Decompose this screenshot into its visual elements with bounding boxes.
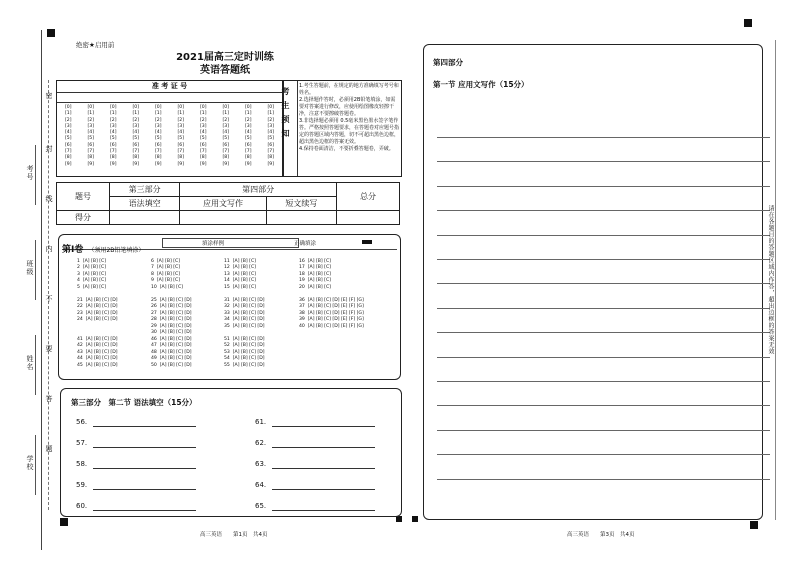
mcq-question-row[interactable]: 16 [A] [B] [C] (299, 259, 331, 264)
ticket-number-box (56, 80, 283, 177)
ticket-digit-bubble[interactable]: [0] (267, 105, 274, 110)
ticket-digit-bubble[interactable]: [7] (87, 149, 94, 155)
ticket-digit-bubble[interactable]: [0] (154, 105, 162, 110)
notice-item: 4.保持卷面清洁，不要折叠答题卷，弄破。 (299, 146, 394, 152)
ticket-digit-bubble[interactable]: [2] (64, 117, 72, 123)
mcq-question-row[interactable]: 54 [A] [B] [C] [D] (224, 356, 265, 362)
right-footer: 高三英语 第3页 共4页 (567, 532, 635, 538)
mcq-question-row[interactable]: 24 [A] [B] [C] [D] (77, 317, 118, 323)
ticket-digit-bubble[interactable]: [3] (154, 123, 162, 129)
ticket-digit-bubble[interactable]: [6] (267, 142, 274, 148)
ticket-digit-bubble[interactable]: [3] (132, 123, 139, 129)
ticket-digit-bubble[interactable]: [0] (199, 105, 207, 110)
part1-title: 第Ⅰ卷 (62, 245, 84, 255)
mcq-question-row[interactable]: 45 [A] [B] [C] [D] (77, 362, 118, 368)
side-field-line (35, 335, 36, 395)
ticket-digit-bubble[interactable]: [4] (222, 130, 229, 136)
mcq-question-row[interactable]: 53 [A] [B] [C] [D] (224, 349, 265, 355)
ticket-digit-bubble[interactable]: [5] (244, 136, 252, 142)
mcq-question-row[interactable]: 23 [A] [B] [C] [D] (77, 310, 118, 316)
ticket-digit-bubble[interactable]: [0] (177, 105, 184, 110)
score-cell[interactable] (180, 211, 266, 225)
ticket-digit-bubble[interactable]: [8] (154, 155, 162, 161)
score-col-header: 题号 (57, 183, 110, 211)
mcq-question-row[interactable]: 48 [A] [B] [C] [D] (151, 349, 192, 355)
ticket-digit-bubble[interactable]: [9] (267, 161, 274, 167)
mcq-group (151, 337, 192, 369)
mcq-question-row[interactable]: 3 [A] [B] [C] (77, 271, 107, 277)
registration-mark (412, 516, 418, 522)
blank-number: 56. (76, 418, 88, 426)
side-label-exam-no: 考号 (26, 165, 34, 181)
ticket-digit-bubble[interactable]: [8] (87, 155, 94, 161)
score-cell[interactable] (337, 211, 400, 225)
blank-number: 61. (255, 418, 267, 426)
ticket-digit-bubble[interactable]: [3] (267, 123, 274, 129)
ticket-digit-bubble[interactable]: [3] (177, 123, 184, 129)
left-footer: 高三英语 第1页 共4页 (200, 532, 268, 538)
ticket-digit-bubble[interactable]: [7] (154, 149, 162, 155)
ticket-digit-bubble[interactable]: [0] (132, 105, 139, 110)
mcq-question-row[interactable]: 43 [A] [B] [C] [D] (77, 349, 118, 355)
ticket-digit-bubble[interactable]: [2] (267, 117, 274, 123)
ticket-write-row (57, 93, 282, 103)
ticket-digit-bubble[interactable]: [1] (154, 111, 162, 117)
ticket-digit-bubble[interactable]: [9] (87, 161, 94, 167)
side-field-line (35, 435, 36, 495)
side-label-class: 班级 (26, 260, 34, 276)
ticket-digit-bubble[interactable]: [8] (64, 155, 72, 161)
mcq-question-row[interactable]: 47 [A] [B] [C] [D] (151, 343, 192, 349)
ticket-digit-bubble[interactable]: [8] (222, 155, 229, 161)
seal-char: 答 (45, 395, 53, 403)
ticket-digit-bubble[interactable]: [4] (154, 130, 162, 136)
ticket-digit-bubble[interactable]: [6] (244, 142, 252, 148)
ticket-digit-bubble[interactable]: [5] (199, 136, 207, 142)
ticket-digit-bubble[interactable]: [6] (64, 142, 72, 148)
ticket-digit-bubble[interactable]: [4] (199, 130, 207, 136)
ticket-digit-bubble[interactable]: [0] (109, 105, 117, 110)
ticket-digit-bubble[interactable]: [3] (64, 123, 72, 129)
ticket-digit-bubble[interactable]: [2] (109, 117, 117, 123)
ticket-digit-bubble[interactable]: [1] (64, 111, 72, 117)
mcq-group (224, 337, 265, 369)
seal-char: 要 (45, 345, 53, 353)
ticket-digit-grid (57, 103, 282, 168)
part1-note: （须用2B铅笔填涂） (88, 247, 145, 254)
side-field-line (35, 240, 36, 300)
mcq-question-row[interactable]: 1 [A] [B] [C] (77, 259, 107, 264)
ticket-label: 准 考 证 号 (57, 81, 282, 93)
writing-line[interactable] (437, 161, 770, 162)
mcq-question-row[interactable]: 52 [A] [B] [C] [D] (224, 343, 265, 349)
registration-mark (744, 19, 752, 27)
mcq-question-row[interactable]: 46 [A] [B] [C] [D] (151, 337, 192, 342)
mcq-question-row[interactable]: 42 [A] [B] [C] [D] (77, 343, 118, 349)
binding-line (41, 30, 42, 550)
mcq-question-row[interactable]: 26 [A] [B] [C] [D] (151, 304, 192, 310)
ticket-digit-bubble[interactable]: [5] (154, 136, 162, 142)
writing-line[interactable] (437, 479, 770, 480)
mcq-question-row[interactable]: 28 [A] [B] [C] [D] (151, 317, 192, 323)
ticket-digit-bubble[interactable]: [3] (109, 123, 117, 129)
mcq-group (77, 259, 106, 291)
ticket-digit-bubble[interactable]: [6] (199, 142, 207, 148)
score-sub-header: 应用文写作 (180, 197, 266, 211)
writing-line[interactable] (437, 405, 770, 406)
mcq-group (224, 259, 256, 291)
mcq-question-row[interactable]: 44 [A] [B] [C] [D] (77, 356, 118, 362)
ticket-digit-bubble[interactable]: [6] (109, 142, 117, 148)
writing-box (423, 44, 763, 520)
ticket-digit-bubble[interactable]: [9] (154, 161, 162, 167)
blank-number: 64. (255, 481, 267, 489)
ticket-digit-bubble[interactable]: [7] (132, 149, 139, 155)
confidential-label: 绝密★启用前 (76, 41, 115, 49)
side-label-name: 姓名 (26, 355, 34, 371)
ticket-digit-bubble[interactable]: [2] (199, 117, 207, 123)
writing-line[interactable] (437, 332, 770, 333)
mcq-question-row[interactable]: 22 [A] [B] [C] [D] (77, 304, 118, 310)
page-edge (775, 40, 776, 520)
ticket-digit-bubble[interactable]: [3] (87, 123, 94, 129)
mcq-question-row[interactable]: 40 [A] [B] [C] [D] [E] [F] [G] (299, 323, 364, 329)
mcq-group (299, 298, 364, 330)
ticket-digit-bubble[interactable]: [5] (87, 136, 94, 142)
blank-answer-line[interactable] (272, 489, 375, 490)
ticket-digit-bubble[interactable]: [9] (244, 161, 252, 167)
mcq-question-row[interactable]: 17 [A] [B] [C] (299, 265, 331, 271)
fill-example-label: 填涂样例 (202, 241, 225, 247)
blank-answer-line[interactable] (272, 447, 375, 448)
mcq-question-row[interactable]: 5 [A] [B] [C] (77, 284, 107, 290)
ticket-digit-bubble[interactable]: [1] (177, 111, 184, 117)
ticket-digit-bubble[interactable]: [8] (132, 155, 139, 161)
writing-line[interactable] (437, 210, 770, 211)
ticket-digit-bubble[interactable]: [5] (132, 136, 139, 142)
seal-char: 封 (45, 145, 53, 153)
ticket-digit-bubble[interactable]: [5] (222, 136, 229, 142)
mcq-group (224, 298, 265, 330)
ticket-digit-bubble[interactable]: [0] (222, 105, 229, 110)
score-cell[interactable] (266, 211, 336, 225)
ticket-digit-bubble[interactable]: [7] (222, 149, 229, 155)
blank-number: 63. (255, 460, 267, 468)
ticket-digit-bubble[interactable]: [8] (244, 155, 252, 161)
seal-char: 线 (45, 195, 53, 203)
blank-answer-line[interactable] (93, 426, 196, 427)
mcq-question-row[interactable]: 25 [A] [B] [C] [D] (151, 298, 192, 303)
ticket-digit-bubble[interactable]: [8] (109, 155, 117, 161)
blank-number: 58. (76, 460, 88, 468)
mcq-question-row[interactable]: 18 [A] [B] [C] (299, 271, 331, 277)
part1-box (58, 234, 401, 380)
blank-number: 57. (76, 439, 88, 447)
side-field-line (35, 145, 36, 205)
blank-answer-line[interactable] (272, 510, 375, 511)
ticket-digit-column (132, 105, 139, 168)
writing-line[interactable] (437, 137, 770, 138)
ticket-digit-bubble[interactable]: [6] (132, 142, 139, 148)
registration-mark (750, 521, 758, 529)
mcq-question-row[interactable]: 30 [A] [B] [C] [D] (151, 330, 192, 336)
blank-answer-line[interactable] (272, 468, 375, 469)
ticket-digit-bubble[interactable]: [7] (244, 149, 252, 155)
ticket-digit-bubble[interactable]: [6] (154, 142, 162, 148)
mcq-group (299, 259, 331, 291)
section1-title: 第一节 应用文写作（15分） (433, 80, 529, 89)
mcq-question-row[interactable]: 29 [A] [B] [C] [D] (151, 323, 192, 329)
ticket-digit-bubble[interactable]: [9] (109, 161, 117, 167)
ticket-digit-bubble[interactable]: [1] (109, 111, 117, 117)
writing-line[interactable] (437, 283, 770, 284)
ticket-digit-bubble[interactable]: [2] (132, 117, 139, 123)
blank-answer-line[interactable] (93, 468, 196, 469)
ticket-digit-column (177, 105, 184, 168)
ticket-digit-bubble[interactable]: [4] (177, 130, 184, 136)
ticket-digit-bubble[interactable]: [4] (64, 130, 72, 136)
mcq-question-row[interactable]: 37 [A] [B] [C] [D] [E] [F] [G] (299, 304, 364, 310)
blank-number: 59. (76, 481, 88, 489)
notice-label: 考生须知 (281, 87, 290, 143)
mcq-question-row[interactable]: 8 [A] [B] [C] (151, 271, 181, 277)
ticket-digit-bubble[interactable]: [5] (267, 136, 274, 142)
mcq-question-row[interactable]: 20 [A] [B] [C] (299, 284, 331, 290)
notice-item: 2.选择题作答时，必须用2B铅笔填涂，如需要对答案进行修改，应使用绘图橡皮轻擦干净，注意不要擦破答题卷。 (299, 97, 396, 117)
ticket-digit-bubble[interactable]: [6] (222, 142, 229, 148)
mcq-group (77, 298, 118, 324)
ticket-digit-column (65, 105, 72, 168)
mcq-group (151, 298, 192, 336)
blank-number: 60. (76, 502, 88, 510)
registration-mark (47, 29, 55, 37)
ticket-digit-bubble[interactable]: [1] (244, 111, 252, 117)
writing-line[interactable] (437, 454, 770, 455)
ticket-digit-bubble[interactable]: [7] (177, 149, 184, 155)
registration-mark (60, 518, 68, 526)
blank-answer-line[interactable] (272, 426, 375, 427)
mcq-question-row[interactable]: 10 [A] [B] [C] (151, 284, 183, 290)
mcq-question-row[interactable]: 50 [A] [B] [C] [D] (151, 362, 192, 368)
mcq-question-row[interactable]: 21 [A] [B] [C] [D] (77, 298, 118, 303)
ticket-digit-bubble[interactable]: [2] (87, 117, 94, 123)
blank-answer-line[interactable] (93, 447, 196, 448)
filled-bubble-icon (362, 240, 372, 244)
mcq-question-row[interactable]: 38 [A] [B] [C] [D] [E] [F] [G] (299, 310, 364, 316)
mcq-group (77, 337, 118, 369)
ticket-digit-bubble[interactable]: [7] (109, 149, 117, 155)
score-col-header: 总分 (337, 183, 400, 211)
notice-box (283, 80, 402, 177)
ticket-digit-bubble[interactable]: [3] (244, 123, 252, 129)
blank-number: 62. (255, 439, 267, 447)
ticket-digit-bubble[interactable]: [2] (154, 117, 162, 123)
ticket-digit-bubble[interactable]: [3] (222, 123, 229, 129)
ticket-digit-bubble[interactable]: [7] (199, 149, 207, 155)
ticket-digit-column (245, 105, 252, 168)
ticket-digit-column (155, 105, 162, 168)
mcq-question-row[interactable]: 15 [A] [B] [C] (224, 284, 256, 290)
score-sub-header: 语法填空 (110, 197, 180, 211)
mcq-question-row[interactable]: 36 [A] [B] [C] [D] [E] [F] [G] (299, 298, 364, 303)
mcq-question-row[interactable]: 12 [A] [B] [C] (224, 265, 256, 271)
ticket-digit-bubble[interactable]: [1] (87, 111, 94, 117)
blank-answer-line[interactable] (93, 510, 196, 511)
mcq-question-row[interactable]: 2 [A] [B] [C] (77, 265, 107, 271)
ticket-digit-bubble[interactable]: [2] (177, 117, 184, 123)
ticket-digit-bubble[interactable]: [9] (64, 161, 72, 167)
writing-line[interactable] (437, 259, 770, 260)
mcq-question-row[interactable]: 49 [A] [B] [C] [D] (151, 356, 192, 362)
ticket-digit-bubble[interactable]: [0] (244, 105, 252, 110)
mcq-question-row[interactable]: 33 [A] [B] [C] [D] (224, 310, 265, 316)
ticket-digit-bubble[interactable]: [5] (177, 136, 184, 142)
writing-line[interactable] (437, 308, 770, 309)
ticket-digit-bubble[interactable]: [9] (132, 161, 139, 167)
score-cell[interactable] (110, 211, 180, 225)
writing-line[interactable] (437, 186, 770, 187)
score-col-header: 第四部分 (180, 183, 337, 197)
ticket-digit-bubble[interactable]: [3] (199, 123, 207, 129)
ticket-digit-column (200, 105, 207, 168)
mcq-question-row[interactable]: 6 [A] [B] [C] (151, 259, 181, 264)
seal-char: 题 (45, 445, 53, 453)
mcq-question-row[interactable]: 19 [A] [B] [C] (299, 278, 331, 284)
mcq-question-row[interactable]: 34 [A] [B] [C] [D] (224, 317, 265, 323)
ticket-digit-bubble[interactable]: [4] (132, 130, 139, 136)
ticket-digit-bubble[interactable]: [8] (177, 155, 184, 161)
writing-line[interactable] (437, 381, 770, 382)
mcq-question-row[interactable]: 55 [A] [B] [C] [D] (224, 362, 265, 368)
blank-answer-line[interactable] (93, 489, 196, 490)
notice-item: 1.考生答题前，在规定的地方准确填写考号和姓名。 (299, 83, 399, 96)
mcq-question-row[interactable]: 4 [A] [B] [C] (77, 278, 107, 284)
side-label-school: 学校 (26, 455, 34, 471)
seal-char: 内 (45, 245, 53, 253)
ticket-digit-bubble[interactable]: [4] (244, 130, 252, 136)
ticket-digit-column (87, 105, 94, 168)
writing-line[interactable] (437, 357, 770, 358)
seal-char: 密 (45, 92, 53, 100)
mcq-question-row[interactable]: 39 [A] [B] [C] [D] [E] [F] [G] (299, 317, 364, 323)
ticket-digit-bubble[interactable]: [1] (222, 111, 229, 117)
ticket-digit-bubble[interactable]: [7] (267, 149, 274, 155)
ticket-digit-bubble[interactable]: [0] (64, 105, 72, 110)
ticket-digit-bubble[interactable]: [1] (132, 111, 139, 117)
ticket-digit-bubble[interactable]: [7] (64, 149, 72, 155)
notice-item: 3.非选择题必须用 0.5毫米黑色墨水签字笔作答。严格按照答题要求，在答题卷对应题号指定的答题区域内答题，切不可超出黑色边框，超出黑色边框的答案无效。 (299, 118, 400, 145)
mcq-group (151, 259, 183, 291)
ticket-digit-bubble[interactable]: [1] (267, 111, 274, 117)
ticket-digit-bubble[interactable]: [9] (177, 161, 184, 167)
ticket-digit-bubble[interactable]: [1] (199, 111, 207, 117)
ticket-digit-column (222, 105, 229, 168)
ticket-digit-bubble[interactable]: [9] (222, 161, 229, 167)
side-warning: 请在各题目的答题区域内作答，超出边框的答案无效 (767, 205, 774, 355)
seal-char: 不 (45, 295, 53, 303)
mcq-question-row[interactable]: 51 [A] [B] [C] [D] (224, 337, 265, 342)
score-sub-header: 短文续写 (266, 197, 336, 211)
score-row-label: 得分 (57, 211, 110, 225)
ticket-digit-bubble[interactable]: [5] (109, 136, 117, 142)
ticket-digit-bubble[interactable]: [8] (199, 155, 207, 161)
ticket-digit-bubble[interactable]: [0] (87, 105, 94, 110)
ticket-digit-bubble[interactable]: [4] (87, 130, 94, 136)
mcq-question-row[interactable]: 41 [A] [B] [C] [D] (77, 337, 118, 342)
part3-title: 第三部分 第二节 语法填空（15分） (71, 398, 197, 407)
score-col-header: 第三部分 (110, 183, 180, 197)
ticket-digit-column (110, 105, 117, 168)
ticket-digit-bubble[interactable]: [4] (267, 130, 274, 136)
part3-box (60, 388, 402, 517)
blank-number: 65. (255, 502, 267, 510)
ticket-digit-bubble[interactable]: [4] (109, 130, 117, 136)
ticket-digit-bubble[interactable]: [2] (244, 117, 252, 123)
ticket-digit-bubble[interactable]: [5] (64, 136, 72, 142)
score-table (56, 182, 400, 225)
mcq-question-row[interactable]: 32 [A] [B] [C] [D] (224, 304, 265, 310)
mcq-question-row[interactable]: 13 [A] [B] [C] (224, 271, 256, 277)
mcq-question-row[interactable]: 7 [A] [B] [C] (151, 265, 181, 271)
fill-correct-label: 正确填涂 (294, 241, 317, 247)
mcq-question-row[interactable]: 35 [A] [B] [C] [D] (224, 323, 265, 329)
sheet-subtitle: 英语答题纸 (200, 65, 250, 76)
ticket-digit-bubble[interactable]: [8] (267, 155, 274, 161)
mcq-question-row[interactable]: 27 [A] [B] [C] [D] (151, 310, 192, 316)
sheet-title: 2021届高三定时训练 (176, 52, 274, 63)
mcq-question-row[interactable]: 31 [A] [B] [C] [D] (224, 298, 265, 303)
ticket-digit-bubble[interactable]: [6] (87, 142, 94, 148)
part4-title: 第四部分 (433, 58, 463, 67)
ticket-digit-bubble[interactable]: [6] (177, 142, 184, 148)
ticket-digit-bubble[interactable]: [9] (199, 161, 207, 167)
mcq-question-row[interactable]: 11 [A] [B] [C] (224, 259, 256, 264)
writing-line[interactable] (437, 235, 770, 236)
mcq-question-row[interactable]: 14 [A] [B] [C] (224, 278, 256, 284)
mcq-question-row[interactable]: 9 [A] [B] [C] (151, 278, 181, 284)
writing-line[interactable] (437, 430, 770, 431)
ticket-digit-bubble[interactable]: [2] (222, 117, 229, 123)
